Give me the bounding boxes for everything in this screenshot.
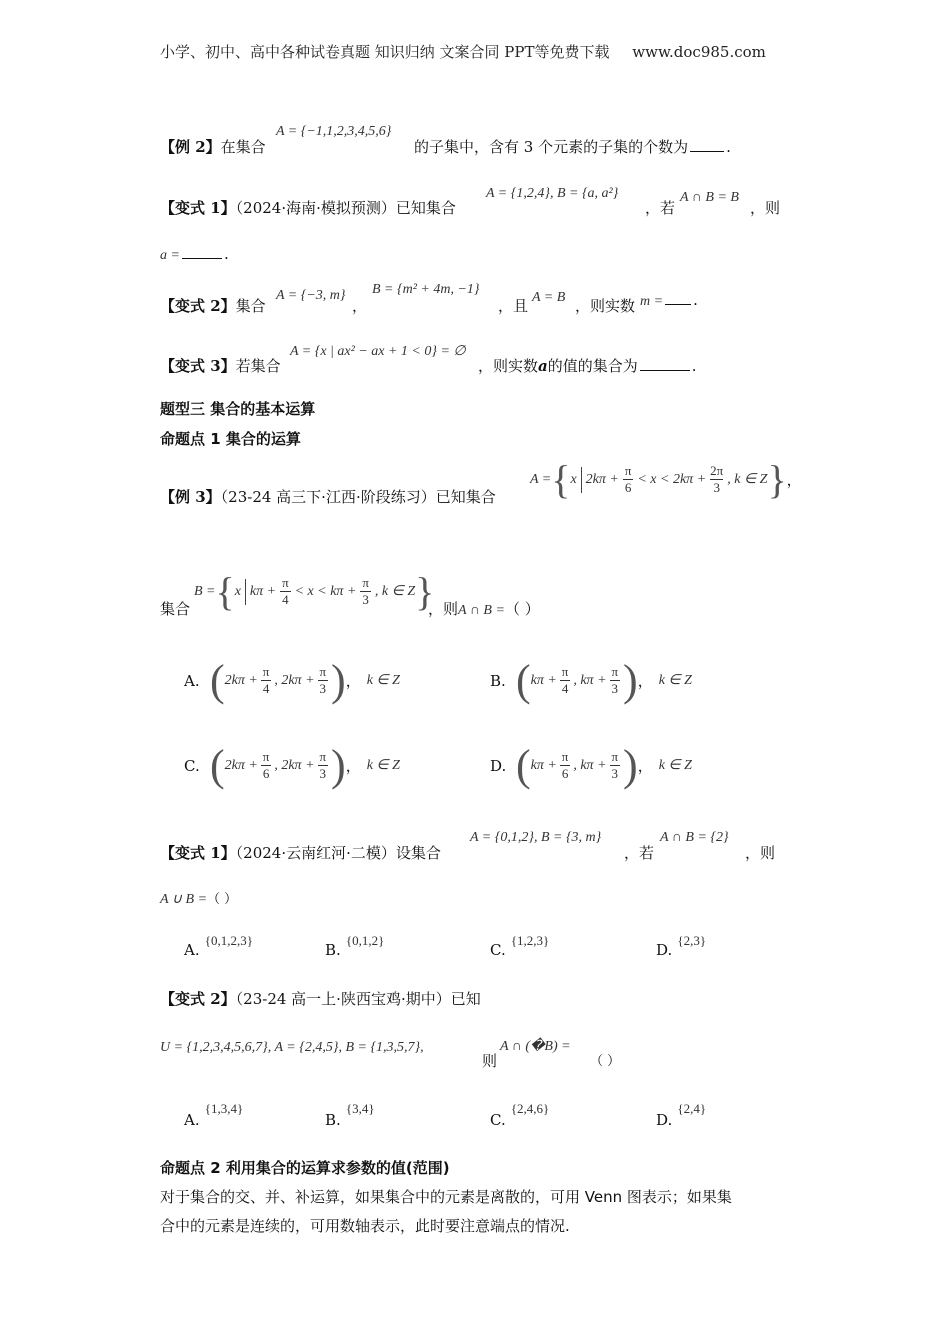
math-set-a (530, 456, 802, 503)
option-b[interactable] (325, 930, 385, 959)
numerator: π (262, 749, 270, 764)
math-set-a: A = {x | ax² − ax + 1 < 0} = ∅ (290, 344, 466, 359)
math-text: kπ + (249, 583, 277, 599)
math-text: , k ∈ Z (374, 584, 416, 599)
option-label: B. (325, 1111, 341, 1129)
option-a[interactable] (184, 930, 253, 959)
answer-blank (640, 356, 690, 371)
math-var: m = (640, 294, 664, 309)
left-paren: ( (516, 656, 531, 705)
math-sets: A = {0,1,2}, B = {3, m} (470, 830, 602, 845)
separator: ， (637, 757, 653, 775)
variant-2 (160, 295, 266, 316)
left-paren: ( (516, 741, 531, 790)
right-paren: ) (623, 741, 638, 790)
right-brace: } (415, 569, 435, 614)
example-2 (160, 136, 266, 157)
header-url: www.doc985.com (632, 43, 766, 61)
variant-1-answer (160, 244, 229, 264)
text: 已知集合 (395, 199, 456, 217)
text: 设集合 (395, 844, 441, 862)
right-brace: } (767, 457, 787, 502)
denominator: 4 (282, 592, 289, 607)
text: 若集合 (235, 357, 281, 375)
option-c[interactable] (490, 930, 550, 959)
math-sets: U = {1,2,3,4,5,6,7}, A = {2,4,5}, B = {1,3,5,7}, (160, 1040, 424, 1055)
variant-3-2 (160, 988, 481, 1009)
math-var: a (538, 357, 548, 375)
text: ， (352, 297, 368, 315)
math-text: 2kπ + (224, 757, 258, 773)
math-text: , kπ + (573, 757, 607, 773)
fraction (280, 575, 291, 608)
option-value: {3,4} (345, 1101, 375, 1116)
subsection-title: 命题点 2 利用集合的运算求参数的值(范围) (160, 1159, 450, 1177)
page-header (160, 41, 766, 62)
text: . (693, 291, 698, 309)
example-3 (160, 486, 496, 507)
math-text: x (234, 583, 241, 599)
option-d[interactable] (490, 740, 692, 791)
numerator: π (561, 749, 569, 764)
denominator: 3 (611, 681, 619, 696)
numerator: 2π (710, 463, 724, 478)
denominator: 4 (561, 681, 569, 696)
math-set-b: B = {m² + 4m, −1} (372, 282, 480, 297)
subsection-title: 命题点 1 集合的运算 (160, 430, 301, 448)
math-text: < x < kπ + (294, 583, 357, 599)
option-label: D. (656, 1111, 673, 1129)
text: . (691, 357, 697, 375)
text: ，且 (498, 297, 529, 315)
separator: ， (345, 672, 361, 690)
variant-label: 【变式 3】 (160, 357, 236, 375)
option-c[interactable] (184, 740, 400, 791)
numerator: π (362, 575, 369, 590)
example-2-question (414, 136, 731, 157)
math-text: < x < 2kπ + (637, 471, 707, 487)
left-brace: { (551, 457, 571, 502)
numerator: π (624, 463, 632, 478)
variant-3-1 (160, 842, 441, 863)
text: ，若 (645, 199, 676, 217)
math-text: B = (194, 583, 216, 599)
text: 在集合 (220, 138, 266, 156)
denominator: 6 (624, 480, 632, 495)
numerator: π (262, 664, 270, 679)
answer-blank (665, 290, 691, 305)
option-b[interactable] (325, 1098, 375, 1129)
math-text: 2kπ + (585, 471, 619, 487)
text: 集合 (235, 297, 266, 315)
option-value: {2,3} (677, 933, 707, 948)
example-3-question (428, 598, 540, 619)
option-label: C. (490, 1111, 506, 1129)
option-value: {2,4,6} (510, 1101, 550, 1116)
source: （23-24 高一上·陕西宝鸡·期中） (235, 990, 451, 1008)
variant-label: 【变式 1】 (160, 844, 236, 862)
fraction (318, 664, 329, 697)
right-paren: ) (331, 741, 346, 790)
text: ，则 (750, 199, 781, 217)
answer-blank (182, 244, 222, 259)
math-text: , 2kπ + (274, 757, 315, 773)
option-value: {0,1,2,3} (204, 933, 253, 948)
variant-3 (160, 355, 281, 376)
denominator: 6 (561, 766, 569, 781)
option-label: A. (184, 671, 200, 690)
option-d[interactable] (656, 930, 707, 959)
right-paren: ) (331, 656, 346, 705)
option-label: C. (184, 756, 200, 775)
text: ，则实数 (478, 357, 539, 375)
fraction (610, 664, 621, 697)
option-b[interactable] (490, 655, 692, 706)
math-text: kπ + (530, 672, 557, 688)
fraction (610, 749, 621, 782)
answer-paren: （ ） (590, 1054, 621, 1069)
variant-2-answer (640, 290, 698, 310)
header-text: 小学、初中、高中各种试卷真题 知识归纳 文案合同 PPT等免费下载 (160, 43, 610, 61)
option-label: C. (490, 941, 506, 959)
denominator: 3 (319, 681, 327, 696)
math-set-a: A = {−1,1,2,3,4,5,6} (276, 124, 392, 139)
option-label: D. (656, 941, 673, 959)
math-condition: A = B (532, 290, 566, 305)
math-question: A ∩ (�B) = (500, 1039, 571, 1054)
paragraph-line: 合中的元素是连续的，可用数轴表示，此时要注意端点的情况. (160, 1217, 570, 1235)
variant-label: 【变式 2】 (160, 990, 236, 1008)
variant-label: 【变式 1】 (160, 199, 236, 217)
text: 已知集合 (435, 488, 496, 506)
source: （2024·云南红河·二模） (235, 844, 396, 862)
left-paren: ( (210, 656, 225, 705)
variant-1 (160, 197, 456, 218)
fraction (261, 749, 272, 782)
variant-3-question (478, 355, 697, 376)
example-label: 【例 3】 (160, 488, 221, 506)
math-sets: A = {1,2,4}, B = {a, a²} (486, 186, 619, 201)
divider (581, 467, 582, 493)
math-text: k ∈ Z (366, 673, 400, 688)
fraction (318, 749, 329, 782)
math-text: A = (530, 471, 552, 487)
math-text: 2kπ + (224, 672, 258, 688)
text: . (223, 245, 229, 263)
text: ， (786, 471, 802, 489)
fraction (710, 463, 723, 496)
math-set-b (194, 568, 434, 615)
option-label: B. (325, 941, 341, 959)
math-text: x (570, 471, 577, 487)
math-var: a = (160, 248, 180, 263)
left-paren: ( (210, 741, 225, 790)
left-brace: { (215, 569, 235, 614)
text: 的子集中，含有 3 个元素的子集的个数为 (414, 138, 689, 156)
answer-blank (690, 137, 724, 152)
numerator: π (319, 664, 327, 679)
math-text: , k ∈ Z (727, 472, 768, 487)
right-paren: ) (623, 656, 638, 705)
math-condition: A ∩ B = {2} (660, 830, 729, 845)
numerator: π (611, 664, 619, 679)
option-a[interactable] (184, 655, 400, 706)
numerator: π (282, 575, 289, 590)
text: ，则 (428, 600, 459, 618)
math-text: A ∩ B = (458, 603, 505, 618)
numerator: π (561, 664, 569, 679)
text: 则 (482, 1052, 498, 1070)
separator: ， (345, 757, 361, 775)
example-label: 【例 2】 (160, 138, 221, 156)
math-text: k ∈ Z (658, 673, 692, 688)
numerator: π (611, 749, 619, 764)
answer-paren: （ ） (504, 600, 540, 618)
option-c[interactable] (490, 1098, 550, 1129)
denominator: 3 (362, 592, 369, 607)
option-value: {0,1,2} (345, 933, 385, 948)
section-title: 题型三 集合的基本运算 (160, 400, 316, 418)
text: 已知 (450, 990, 481, 1008)
text: ，则 (745, 844, 776, 862)
math-text: kπ + (530, 757, 557, 773)
separator: ， (637, 672, 653, 690)
option-label: A. (184, 1111, 200, 1129)
option-label: D. (490, 756, 507, 775)
math-text: A ∪ B = (160, 892, 208, 907)
option-label: A. (184, 941, 200, 959)
denominator: 3 (319, 766, 327, 781)
text: 集合 (160, 600, 191, 618)
text: ，则实数 (575, 297, 636, 315)
math-text: , kπ + (573, 672, 607, 688)
option-value: {2,4} (677, 1101, 707, 1116)
fraction (623, 463, 634, 496)
source: （23-24 高三下·江西·阶段练习） (220, 488, 436, 506)
denominator: 3 (710, 479, 723, 496)
option-a[interactable] (184, 1098, 244, 1129)
variant-label: 【变式 2】 (160, 297, 236, 315)
option-value: {1,3,4} (204, 1101, 244, 1116)
text: 的值的集合为 (547, 357, 638, 375)
denominator: 3 (611, 766, 619, 781)
math-set-a: A = {−3, m} (276, 288, 346, 303)
fraction (560, 664, 571, 697)
denominator: 6 (262, 766, 270, 781)
text: . (726, 138, 731, 156)
option-d[interactable] (656, 1098, 707, 1129)
paragraph-line: 对于集合的交、并、补运算，如果集合中的元素是离散的，可用 Venn 图表示；如果集 (160, 1188, 732, 1206)
fraction (261, 664, 272, 697)
divider (245, 579, 246, 605)
option-label: B. (490, 671, 506, 690)
math-condition: A ∩ B = B (680, 190, 739, 205)
fraction (360, 575, 371, 608)
math-text: k ∈ Z (658, 758, 692, 773)
denominator: 4 (262, 681, 270, 696)
option-value: {1,2,3} (510, 933, 550, 948)
answer-paren: （ ） (207, 892, 238, 907)
math-text: k ∈ Z (366, 758, 400, 773)
source: （2024·海南·模拟预测） (235, 199, 396, 217)
text: ，若 (624, 844, 655, 862)
fraction (560, 749, 571, 782)
variant-3-1-question (160, 888, 237, 908)
math-text: , 2kπ + (274, 672, 315, 688)
numerator: π (319, 749, 327, 764)
